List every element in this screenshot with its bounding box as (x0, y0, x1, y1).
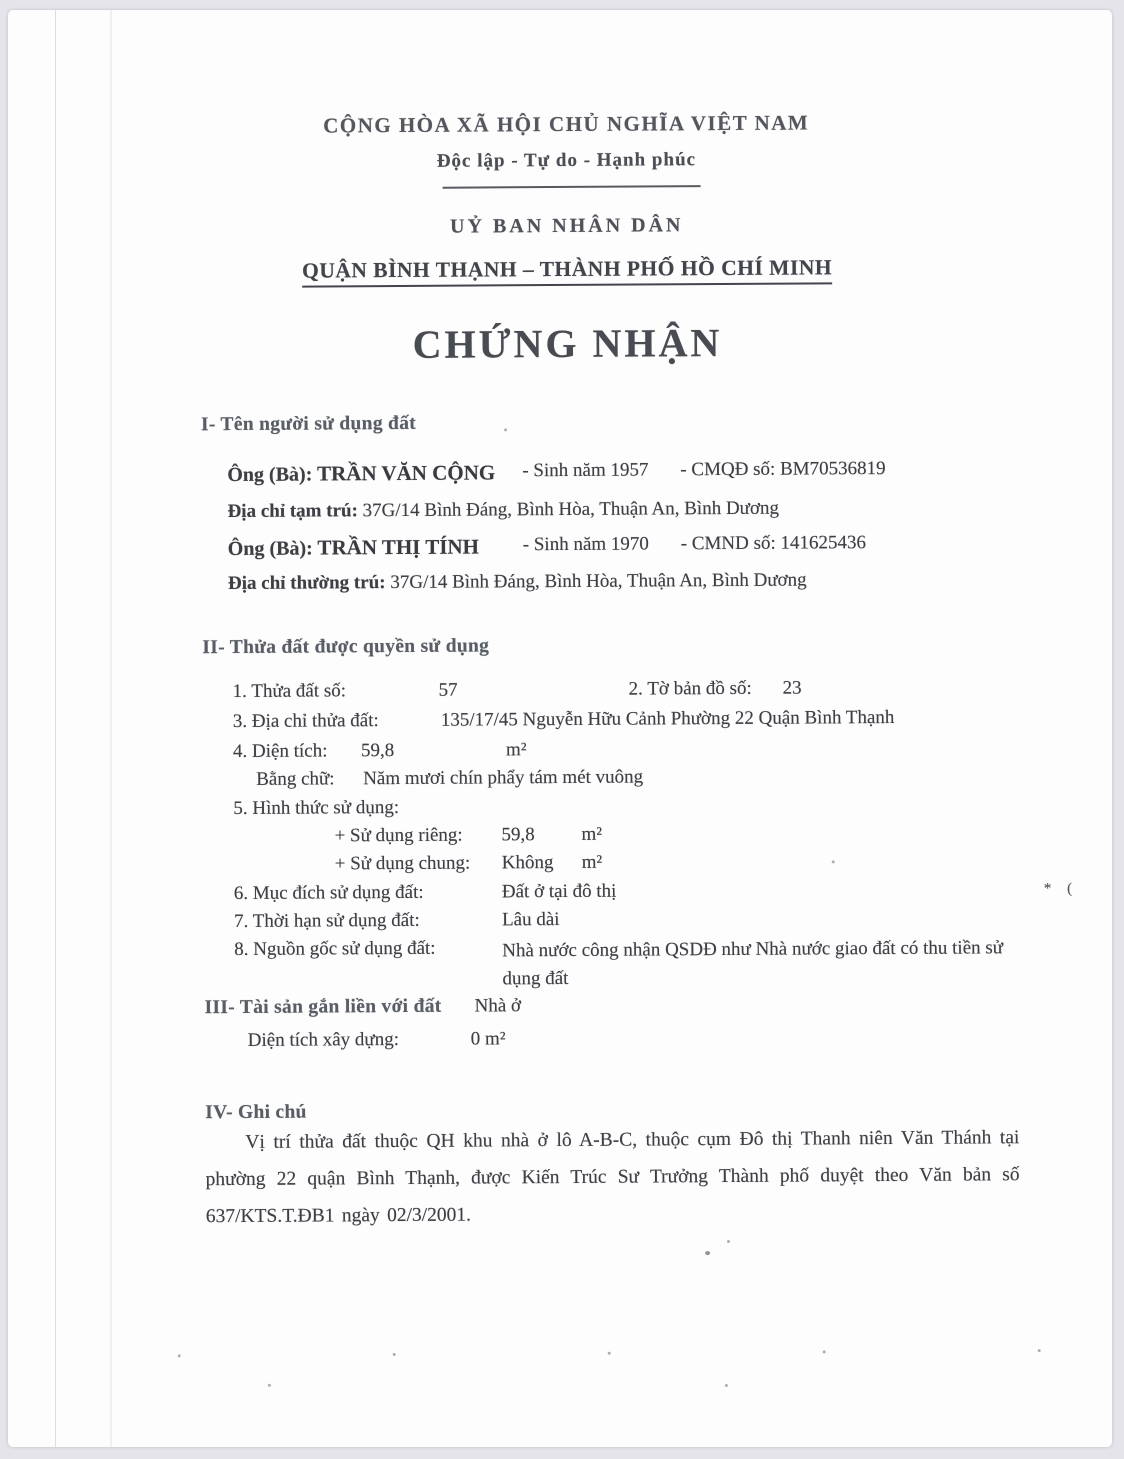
shared-use-row (10, 849, 1114, 875)
scan-ink-spot (705, 1251, 710, 1255)
term-value: Lâu dài (501, 909, 560, 931)
built-area-value: 0 m² (470, 1028, 506, 1050)
shared-use-unit: m² (581, 851, 603, 873)
parcel-number-value: 57 (438, 679, 458, 701)
origin-row (10, 934, 1114, 990)
term-label: 7. Thời hạn sử dụng đất: (233, 909, 420, 932)
map-sheet-value: 23 (782, 677, 802, 699)
owner1-address: 37G/14 Bình Đáng, Bình Hòa, Thuận An, Bình Dương (362, 497, 780, 522)
area-value: 59,8 (360, 740, 395, 762)
owner1-id-number: - CMQĐ số: BM70536819 (680, 458, 886, 481)
issuer-heading: UỶ BAN NHÂN DÂN (450, 214, 684, 238)
asset-value: Nhà ở (474, 995, 522, 1017)
district-heading-text: QUẬN BÌNH THẠNH – THÀNH PHỐ HỒ CHÍ MINH (302, 255, 832, 287)
private-use-value: 59,8 (501, 824, 535, 846)
built-area-label: Diện tích xây dựng: (247, 1028, 400, 1051)
owner2-id-number: - CMND số: 141625436 (680, 532, 867, 555)
section1-heading: I- Tên người sử dụng đất (200, 412, 417, 436)
private-use-unit: m² (581, 823, 603, 845)
usage-form-label: 5. Hình thức sử dụng: (233, 796, 400, 819)
built-area-row (11, 1025, 1115, 1051)
origin-value: Nhà nước công nhận QSDĐ như Nhà nước giao đất có thu tiền sử dụng đất (502, 937, 1004, 990)
motto-underline (443, 185, 701, 189)
owner2-birth: - Sinh năm 1970 (522, 533, 649, 556)
scan-speckle (504, 428, 507, 431)
purpose-row (10, 878, 1114, 904)
document-page (8, 10, 1112, 1447)
owner1-name: TRẦN VĂN CỘNG (316, 460, 496, 486)
owner2-address: 37G/14 Bình Đáng, Bình Hòa, Thuận An, Bình Dương (390, 569, 807, 594)
owner1-address-label: Địa chỉ tạm trú: (227, 500, 358, 523)
owner1-birth: - Sinh năm 1957 (522, 459, 649, 482)
owner2-label: Ông (Bà): (227, 537, 313, 561)
owner1-label: Ông (Bà): (227, 463, 313, 487)
scan-speckle (727, 1240, 730, 1243)
area-label: 4. Diện tích: (232, 740, 328, 763)
owner1-row (7, 457, 1111, 487)
note-paragraph: Vị trí thửa đất thuộc QH khu nhà ở lô A-B-C, thuộc cụm Đô thị Thanh niên Văn Thánh tại phường 22 quận Bình Thạnh, được Kiến Trúc Sư Trưởng Thành phố duyệt theo Văn bản số 637/KTS.T.ĐB1 ngày 02/3/2001. (205, 1127, 1020, 1228)
scan-speckle (725, 1384, 728, 1387)
term-row (10, 906, 1114, 932)
origin-label: 8. Nguồn gốc sử dụng đất: (234, 937, 436, 960)
motto-heading: Độc lập - Tự do - Hạnh phúc (436, 149, 697, 172)
section2-heading: II- Thửa đất được quyền sử dụng (202, 635, 490, 659)
republic-heading: CỘNG HÒA XÃ HỘI CHỦ NGHĨA VIỆT NAM (323, 110, 810, 138)
scan-speckle (832, 860, 835, 863)
scan-speckle (1038, 1349, 1041, 1352)
area-unit: m² (505, 739, 527, 761)
map-sheet-label: 2. Tờ bản đồ số: (628, 677, 752, 700)
scan-speckle (608, 1352, 611, 1355)
purpose-label: 6. Mục đích sử dụng đất: (233, 881, 424, 904)
scan-speckle (178, 1354, 181, 1357)
parcel-address-row (9, 706, 1113, 733)
owner2-row (8, 531, 1112, 561)
area-words-label: Bằng chữ: (256, 768, 335, 790)
area-row (9, 736, 1113, 763)
parcel-address-label: 3. Địa chỉ thửa đất: (232, 710, 379, 733)
section4-heading: IV- Ghi chú (205, 1101, 307, 1124)
shared-use-label: + Sử dụng chung: (334, 852, 471, 875)
scan-speckle (823, 1350, 826, 1353)
parcel-row (9, 676, 1113, 703)
private-use-label: + Sử dụng riêng: (334, 824, 463, 847)
scan-speckle (268, 1384, 271, 1387)
owner2-name-cell (228, 534, 479, 561)
margin-asterisk-mark: * ( (1043, 880, 1079, 898)
district-heading (6, 254, 1110, 290)
section3-heading: III- Tài sản gắn liền với đất (204, 995, 442, 1019)
area-words-value: Năm mươi chín phẩy tám mét vuông (363, 766, 644, 790)
scan-speckle (393, 1353, 396, 1356)
owner2-name: TRẦN THỊ TÍNH (317, 534, 480, 560)
document-title: CHỨNG NHẬN (412, 320, 723, 367)
parcel-number-label: 1. Thửa đất số: (232, 680, 347, 703)
parcel-address-value: 135/17/45 Nguyễn Hữu Cảnh Phường 22 Quận Bình Thạnh (440, 706, 895, 731)
shared-use-value: Không (501, 852, 554, 874)
owner1-address-row (227, 498, 779, 523)
owner2-address-label: Địa chỉ thường trú: (227, 572, 386, 595)
owner1-name-cell (227, 460, 495, 487)
purpose-value: Đất ở tại đô thị (501, 880, 617, 903)
owner2-address-row (228, 569, 807, 595)
document-content (4, 7, 1117, 1451)
private-use-row (9, 821, 1113, 847)
area-words-row (9, 764, 1113, 790)
